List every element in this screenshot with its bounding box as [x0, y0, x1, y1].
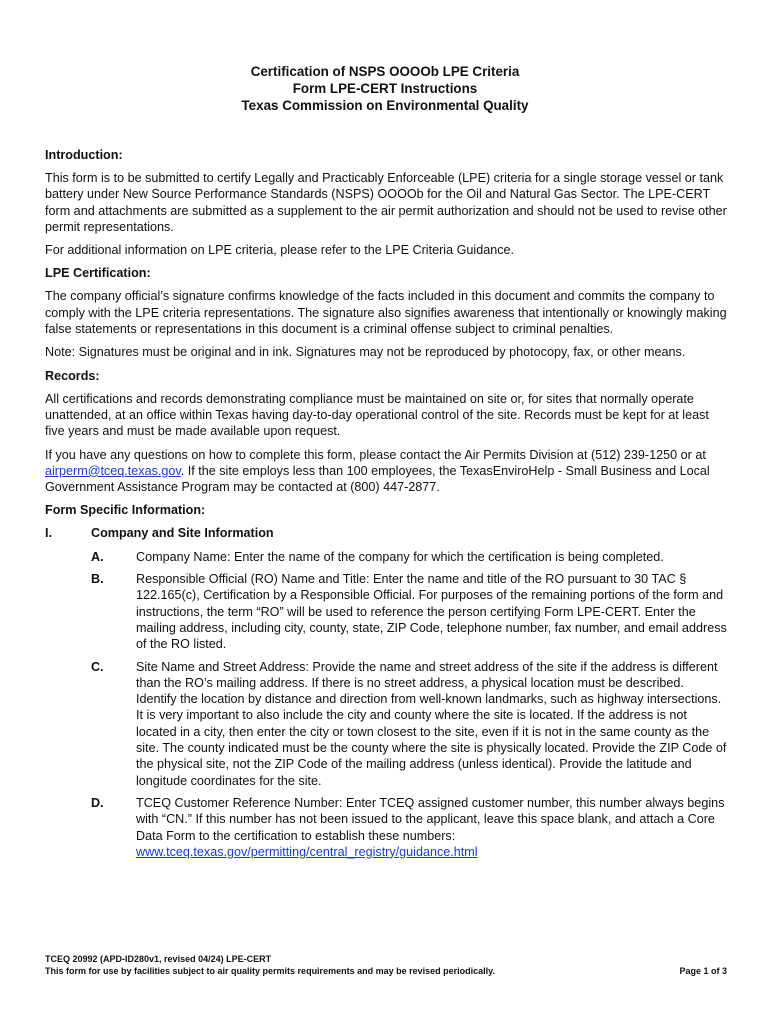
- title-line-2: Form LPE-CERT Instructions: [292, 81, 478, 96]
- introduction-paragraph: This form is to be submitted to certify Legally and Practicably Enforceable (LPE) criteria for a single storage vessel or tank battery under New Source Performance Standards (NSPS) OOOOb for the Oil and Natural Gas Sector. The LPE-CERT form and attachments are submitted as a supplement to the air permit authorization and should not be used to revise other permit representations.: [45, 171, 727, 234]
- section-title: Company and Site Information: [91, 526, 274, 541]
- document-title: [0, 63, 770, 114]
- title-line-3: Texas Commission on Environmental Quality: [241, 98, 529, 113]
- email-link[interactable]: airperm@tceq.texas.gov: [45, 463, 181, 478]
- item-text: Responsible Official (RO) Name and Title: Enter the name and title of the RO pursuant to 30 TAC § 122.165(c), Certification by a Responsible Official. For purposes of the remaining portions of the form and instructions, the term “RO” will be used to reference the person certifying Form LPE-CERT. Enter the mailing address, including city, county, state, ZIP Code, telephone number, fax number, and email address of the RO listed.: [136, 572, 727, 652]
- footer-disclaimer: This form for use by facilities subject to air quality permits requirements and may be revised periodically.: [45, 966, 495, 976]
- form-specific-heading: Form Specific Information:: [45, 503, 206, 518]
- page-number: Page 1 of 3: [679, 966, 727, 976]
- item-letter: B.: [91, 572, 104, 587]
- form-id: TCEQ 20992 (APD-ID280v1, revised 04/24) LPE-CERT: [45, 954, 272, 964]
- list-item-a: [91, 549, 727, 565]
- contact-text-after: . If the site employs less than 100 employees, the TexasEnviroHelp - Small Business and Local Government Assistance Program may be contacted at (800) 447-2877.: [45, 463, 710, 495]
- item-text: Company Name: Enter the name of the company for which the certification is being completed.: [136, 549, 664, 564]
- introduction-guidance-note: For additional information on LPE criteria, please refer to the LPE Criteria Guidance.: [45, 243, 515, 258]
- document-body: [45, 147, 727, 866]
- contact-paragraph: [45, 447, 727, 496]
- list-item-d: [91, 795, 727, 860]
- item-letter: C.: [91, 659, 104, 674]
- records-heading: Records:: [45, 368, 100, 383]
- page-footer: [45, 953, 727, 977]
- introduction-heading: Introduction:: [45, 148, 123, 162]
- records-paragraph: All certifications and records demonstrating compliance must be maintained on site or, for sites that normally operate unattended, at an office within Texas having day-to-day operational control of the site. Records must be kept for at least five years and must be made available upon request.: [45, 391, 709, 439]
- item-letter: A.: [91, 549, 104, 564]
- title-line-1: Certification of NSPS OOOOb LPE Criteria: [250, 64, 520, 79]
- contact-text-before: If you have any questions on how to complete this form, please contact the Air Permits Division at (512) 239-1250 or at: [45, 447, 706, 462]
- item-text: TCEQ Customer Reference Number: Enter TCEQ assigned customer number, this number always begins with “CN.” If this number has not been issued to the applicant, leave this space blank, and attach a Core Data Form to the certification to establish these numbers:: [136, 795, 725, 843]
- list-item-c: [91, 659, 727, 789]
- guidance-link[interactable]: www.tceq.texas.gov/permitting/central_registry/guidance.html: [136, 844, 478, 859]
- lpe-certification-heading: LPE Certification:: [45, 266, 151, 281]
- signature-note: Note: Signatures must be original and in ink. Signatures may not be reproduced by photocopy, fax, or other means.: [45, 345, 686, 360]
- section-heading: [45, 525, 727, 541]
- list-item-b: [91, 571, 727, 652]
- item-text-container: [136, 795, 727, 860]
- section-number: I.: [45, 526, 52, 541]
- item-letter: D.: [91, 795, 104, 810]
- item-text: Site Name and Street Address: Provide the name and street address of the site if the address is different than the RO’s mailing address. If there is no street address, a physical location must be described. Identify the location by distance and direction from well-known landmarks, such as highway intersections. It is very important to also include the city and county where the site is located. If the address is not located in a city, then enter the city or town closest to the site, even if it is not in the same county as the site. The county indicated must be the county where the site is physically located. Provide the ZIP Code of the physical site, not the ZIP Code of the mailing address (unless identical). Provide the latitude and longitude coordinates for the site.: [136, 659, 727, 788]
- lpe-certification-paragraph: The company official’s signature confirms knowledge of the facts included in this document and commits the company to comply with the LPE criteria representations. The signature also signifies awareness that intentionally or knowingly making false statements or representations in this document is a criminal offense subject to criminal penalties.: [45, 289, 727, 337]
